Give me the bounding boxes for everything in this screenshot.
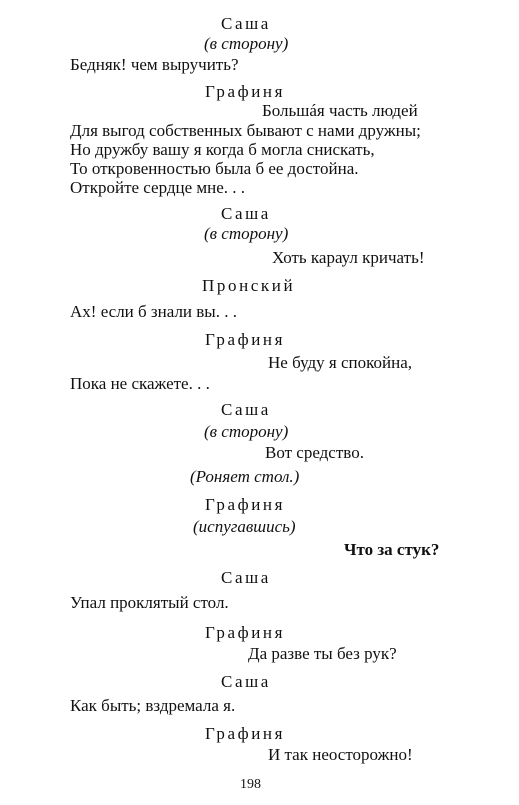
speaker-pronsky: Пронский bbox=[202, 276, 296, 295]
speaker-sasha: Саша bbox=[221, 672, 271, 691]
verse-line: Пока не скажете. . . bbox=[70, 374, 210, 393]
verse-line: Большáя часть людей bbox=[262, 101, 418, 120]
stage-direction: (Роняет стол.) bbox=[190, 467, 300, 486]
stage-direction: (в сторону) bbox=[204, 422, 289, 441]
speaker-sasha: Саша bbox=[221, 400, 271, 419]
speaker-grafinya: Графиня bbox=[205, 623, 286, 642]
stage-direction: (в сторону) bbox=[204, 224, 289, 243]
speaker-grafinya: Графиня bbox=[205, 330, 286, 349]
speaker-sasha: Саша bbox=[221, 568, 271, 587]
verse-line: То откровенностью была б ее достойна. bbox=[70, 159, 359, 178]
speaker-grafinya: Графиня bbox=[205, 724, 286, 743]
speaker-sasha: Саша bbox=[221, 204, 271, 223]
verse-line: И так неосторожно! bbox=[268, 745, 413, 764]
verse-line: Вот средство. bbox=[265, 443, 364, 462]
verse-line: Что за стук? bbox=[344, 540, 440, 559]
speaker-grafinya: Графиня bbox=[205, 495, 286, 514]
verse-line: Хоть караул кричать! bbox=[272, 248, 425, 267]
verse-line: Упал проклятый стол. bbox=[70, 593, 229, 612]
verse-line: Но дружбу вашу я когда б могла снискать, bbox=[70, 140, 375, 159]
verse-line: Откройте сердце мне. . . bbox=[70, 178, 246, 197]
speaker-sasha: Саша bbox=[221, 14, 271, 33]
stage-direction: (испугавшись) bbox=[193, 517, 296, 536]
page-number: 198 bbox=[240, 777, 261, 792]
verse-line: Для выгод собственных бывают с нами дружны; bbox=[70, 121, 421, 140]
verse-line: Не буду я спокойна, bbox=[268, 353, 413, 372]
verse-line: Да разве ты без рук? bbox=[248, 644, 397, 663]
stage-direction: (в сторону) bbox=[204, 34, 289, 53]
speaker-grafinya: Графиня bbox=[205, 82, 286, 101]
verse-line: Ах! если б знали вы. . . bbox=[70, 302, 237, 321]
verse-line: Как быть; вздремала я. bbox=[70, 696, 236, 715]
verse-line: Бедняк! чем выручить? bbox=[70, 55, 239, 74]
